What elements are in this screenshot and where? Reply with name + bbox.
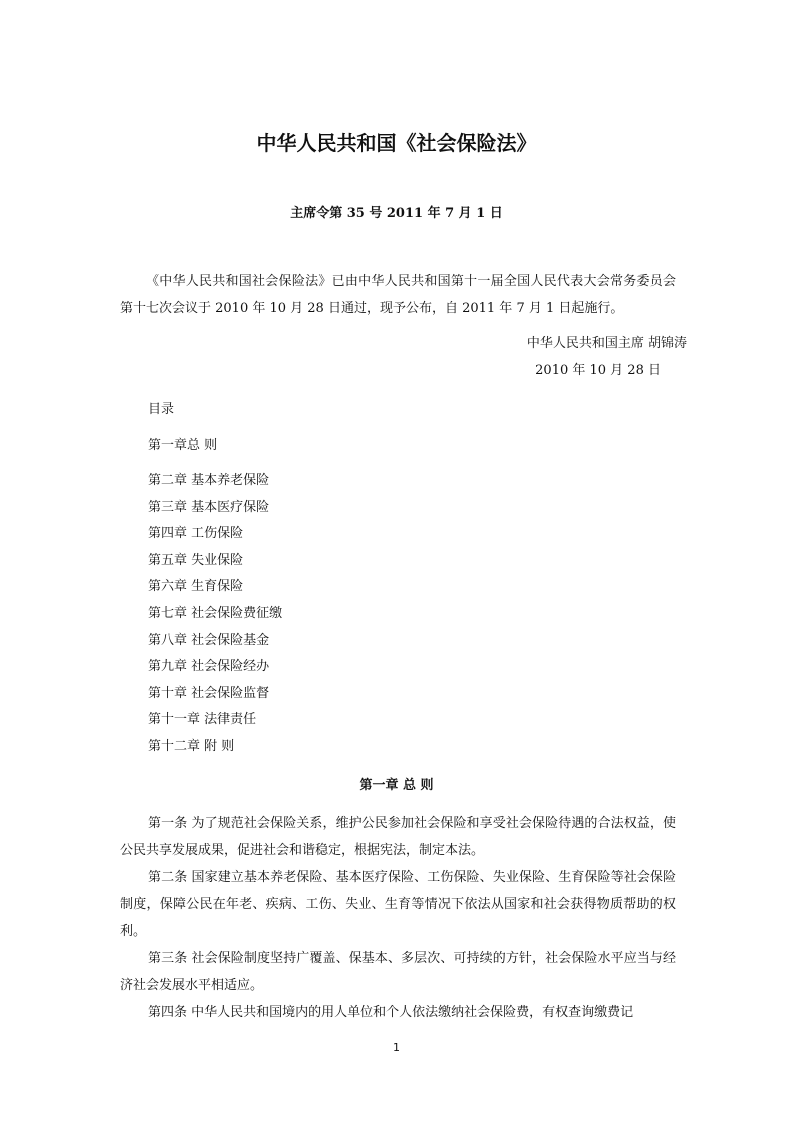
document-title: 中华人民共和国《社会保险法》 [256, 131, 537, 155]
article-paragraph: 第三条 社会保险制度坚持广覆盖、保基本、多层次、可持续的方针，社会保险水平应当与经济社会发展水平相适应。 [120, 951, 676, 993]
page-number: 1 [393, 1041, 400, 1054]
intro-paragraph: 《中华人民共和国社会保险法》已由中华人民共和国第十一届全国人民代表大会常务委员会第十七次会议于 2010 年 10 月 28 日通过，现予公布，自 2011 年 7 月 1 日起施行。 [120, 274, 676, 316]
toc-item: 第八章 社会保险基金 [148, 632, 270, 648]
toc-item: 第四章 工伤保险 [148, 526, 244, 542]
chapter-title: 第一章 总 则 [359, 778, 434, 793]
toc-item: 第十二章 附 则 [148, 738, 235, 754]
toc-item: 第十一章 法律责任 [148, 712, 257, 728]
article-paragraph: 第二条 国家建立基本养老保险、基本医疗保险、工伤保险、失业保险、生育保险等社会保险制度，保障公民在年老、疾病、工伤、失业、生育等情况下依法从国家和社会获得物质帮助的权利。 [120, 870, 676, 939]
sign-date: 2010 年 10 月 28 日 [535, 363, 661, 378]
toc-item: 第六章 生育保险 [148, 579, 244, 595]
toc-item-chapter-1: 第一章总 则 [148, 438, 218, 453]
toc-item: 第三章 基本医疗保险 [148, 499, 270, 515]
articles [120, 810, 676, 1026]
signatory: 中华人民共和国主席 胡锦涛 [526, 336, 687, 351]
article-paragraph: 第四条 中华人民共和国境内的用人单位和个人依法缴纳社会保险费，有权查询缴费记 [148, 1005, 634, 1020]
toc-item: 第十章 社会保险监督 [148, 685, 270, 701]
toc-item: 第二章 基本养老保险 [148, 473, 270, 488]
document-subtitle: 主席令第 35 号 2011 年 7 月 1 日 [290, 206, 503, 221]
article-paragraph: 第一条 为了规范社会保险关系，维护公民参加社会保险和享受社会保险待遇的合法权益，使公民共享发展成果，促进社会和谐稳定，根据宪法，制定本法。 [120, 816, 676, 858]
toc-item: 第五章 失业保险 [148, 552, 244, 568]
toc-heading: 目录 [148, 402, 175, 417]
table-of-contents [148, 468, 282, 761]
toc-item: 第七章 社会保险费征缴 [148, 605, 283, 621]
toc-item: 第九章 社会保险经办 [148, 659, 270, 675]
